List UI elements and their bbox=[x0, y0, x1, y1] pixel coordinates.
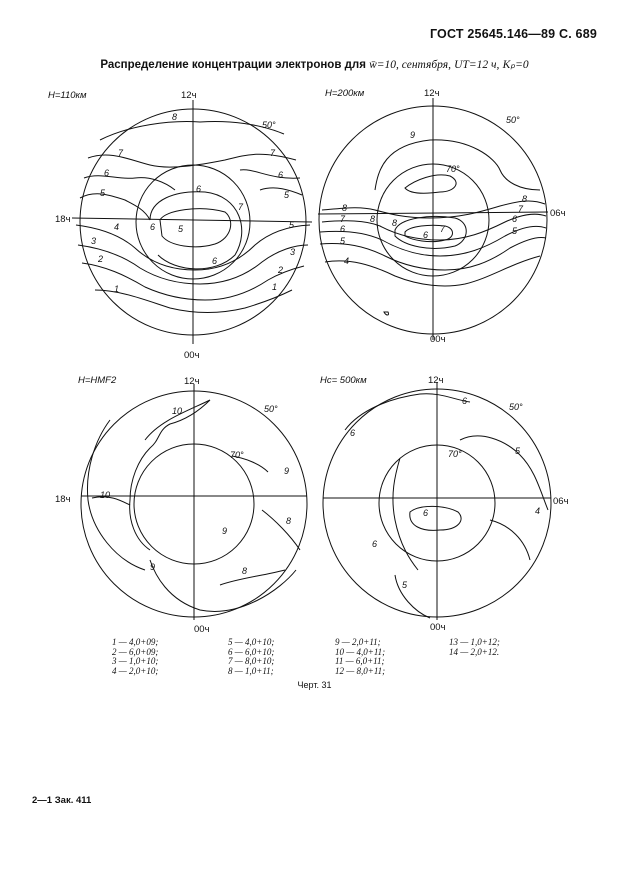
contour-label: 3 bbox=[91, 236, 97, 246]
legend-item: 2 — 6,0+09; bbox=[112, 646, 159, 657]
contour-label: 5 bbox=[100, 188, 106, 198]
contour-label: 1 bbox=[114, 284, 120, 294]
contour-label: 8 bbox=[286, 516, 292, 526]
contour-label: 7 bbox=[518, 204, 524, 214]
contour-label: 5 bbox=[284, 190, 290, 200]
contour-label: 9 bbox=[284, 466, 290, 476]
time-left: 18ч bbox=[55, 494, 71, 505]
contour-label: 4 bbox=[114, 222, 120, 232]
contour-label: 7 bbox=[118, 148, 124, 158]
lat-outer: 50° bbox=[509, 402, 523, 412]
lat-outer: 50° bbox=[264, 404, 278, 414]
height-label: Hc= 500км bbox=[320, 375, 367, 386]
contour-label: 2 bbox=[278, 265, 284, 275]
contour-label: 6 bbox=[212, 256, 218, 266]
time-left: 18ч bbox=[55, 214, 71, 225]
figure-caption: Черт. 31 bbox=[297, 680, 332, 690]
contour-label: 8 bbox=[370, 214, 376, 224]
lat-inner: 70° bbox=[448, 449, 462, 459]
contour-label: 7 bbox=[340, 214, 346, 224]
height-label: H=HMF2 bbox=[78, 375, 117, 386]
legend-item: 10 — 4,0+11; bbox=[335, 646, 386, 657]
contour-label: 6 bbox=[423, 230, 429, 240]
contour-label: 8 bbox=[392, 218, 398, 228]
lat-inner: 70° bbox=[446, 164, 460, 174]
map-200km bbox=[318, 88, 566, 345]
terminator-line bbox=[72, 218, 312, 222]
contour-label: 6 bbox=[372, 539, 378, 549]
lat-outer: 50° bbox=[506, 115, 520, 125]
legend-col-1 bbox=[112, 638, 158, 676]
lat-outer: 50° bbox=[262, 120, 276, 130]
time-bottom: 00ч bbox=[430, 622, 446, 633]
legend-item: 6 — 6,0+10; bbox=[228, 646, 275, 657]
contour-label: 6 bbox=[462, 396, 468, 406]
map-500km bbox=[320, 375, 569, 633]
contour-small-loop bbox=[384, 312, 389, 315]
contour-label: 6 bbox=[350, 428, 356, 438]
legend-item: 1 — 4,0+09; bbox=[112, 637, 159, 647]
contour-label: 6 bbox=[104, 168, 110, 178]
time-top: 12ч bbox=[184, 376, 200, 387]
standard-number: ГОСТ 25645.146—89 С. 689 bbox=[429, 27, 597, 41]
page-footer: 2—1 Зак. 411 bbox=[32, 795, 92, 806]
contour-label: 4 bbox=[535, 506, 541, 516]
time-bottom: 00ч bbox=[430, 334, 446, 345]
contour-label: 8 bbox=[172, 112, 178, 122]
legend-item: 4 — 2,0+10; bbox=[112, 665, 159, 676]
time-right: 06ч bbox=[553, 496, 569, 507]
contour-6-right bbox=[240, 170, 300, 178]
legend-col-3 bbox=[335, 638, 385, 676]
contour-10-tail bbox=[92, 497, 130, 505]
contour-label: 5 bbox=[289, 220, 295, 230]
contour-4 bbox=[490, 520, 530, 560]
contour-8-core bbox=[395, 217, 466, 249]
height-label: H=110км bbox=[48, 90, 87, 101]
legend-item: 13 — 1,0+12; bbox=[449, 637, 500, 647]
title-w: w̄=10, сентября, bbox=[369, 59, 451, 71]
contour-label: 8 bbox=[522, 194, 528, 204]
legend-item: 3 — 1,0+10; bbox=[112, 656, 159, 667]
contour-label: 5 bbox=[178, 224, 184, 234]
contour-label: 3 bbox=[290, 247, 296, 257]
time-right: 06ч bbox=[550, 208, 566, 219]
contour-10 bbox=[405, 175, 456, 193]
contour-label: 9 bbox=[222, 526, 228, 536]
contour-label: 6 bbox=[278, 170, 284, 180]
map-hmf2 bbox=[55, 375, 307, 635]
legend-col-4 bbox=[449, 638, 500, 657]
contour-label: 6 bbox=[512, 214, 518, 224]
height-label: H=200км bbox=[325, 88, 365, 99]
legend-item: 9 — 2,0+11; bbox=[335, 637, 381, 647]
title-kp: Kₚ=0 bbox=[502, 59, 529, 71]
contour-label: 7 bbox=[270, 148, 276, 158]
contour-label: 6 bbox=[340, 224, 346, 234]
legend-item: 8 — 1,0+11; bbox=[228, 665, 274, 676]
legend-item: 12 — 8,0+11; bbox=[335, 665, 386, 676]
contour-5-bottom bbox=[395, 575, 430, 618]
title-ut: UT=12 ч, bbox=[454, 59, 500, 71]
lat-inner: 70° bbox=[230, 450, 244, 460]
map-110km bbox=[48, 90, 312, 361]
contour-8 bbox=[262, 510, 300, 550]
time-top: 12ч bbox=[424, 88, 440, 99]
contour-5-right bbox=[460, 436, 548, 510]
contour-label: 7 bbox=[238, 202, 244, 212]
contour-label: 10 bbox=[172, 406, 183, 416]
legend-item: 5 — 4,0+10; bbox=[228, 637, 275, 647]
contour-label: 9 bbox=[150, 562, 156, 572]
legend-item: 14 — 2,0+12. bbox=[449, 646, 500, 657]
contour-6-core bbox=[150, 192, 242, 269]
contour-label: 10 bbox=[100, 490, 111, 500]
contour-label: 4 bbox=[344, 256, 350, 266]
contour-label: 8 bbox=[342, 203, 348, 213]
time-top: 12ч bbox=[181, 90, 197, 101]
contour-5-right bbox=[260, 188, 302, 195]
contour-6-core bbox=[410, 506, 461, 530]
contour-label: 2 bbox=[98, 254, 104, 264]
contour-5-core bbox=[160, 209, 231, 247]
contour-label: 5 bbox=[340, 236, 346, 246]
contour-6-top bbox=[345, 394, 470, 430]
contour-8 bbox=[100, 122, 284, 141]
contour-label: 6 bbox=[150, 222, 156, 232]
contour-label: 7 bbox=[440, 224, 446, 234]
contour-label: 5 bbox=[402, 580, 408, 590]
contour-label: 8 bbox=[242, 566, 248, 576]
time-bottom: 00ч bbox=[194, 624, 210, 635]
legend-item: 11 — 6,0+11; bbox=[335, 656, 385, 667]
time-top: 12ч bbox=[428, 375, 444, 386]
title-text: Распределение концентрации электронов для bbox=[100, 59, 366, 71]
contour-label: 9 bbox=[410, 130, 416, 140]
contour-label: 5 bbox=[512, 226, 518, 236]
legend-item: 7 — 8,0+10; bbox=[228, 656, 275, 667]
legend-col-2 bbox=[228, 638, 274, 676]
contour-5-left bbox=[80, 194, 150, 220]
time-bottom: 00ч bbox=[184, 350, 200, 361]
contour-label: 6 bbox=[196, 184, 202, 194]
contour-label: 6 bbox=[423, 508, 429, 518]
contour-label: 5 bbox=[515, 446, 521, 456]
contour-6-left bbox=[393, 458, 418, 570]
contour-10-outer bbox=[87, 420, 145, 570]
contour-label: 1 bbox=[272, 282, 278, 292]
contour-6-left bbox=[84, 176, 175, 190]
contour-9 bbox=[150, 560, 296, 611]
